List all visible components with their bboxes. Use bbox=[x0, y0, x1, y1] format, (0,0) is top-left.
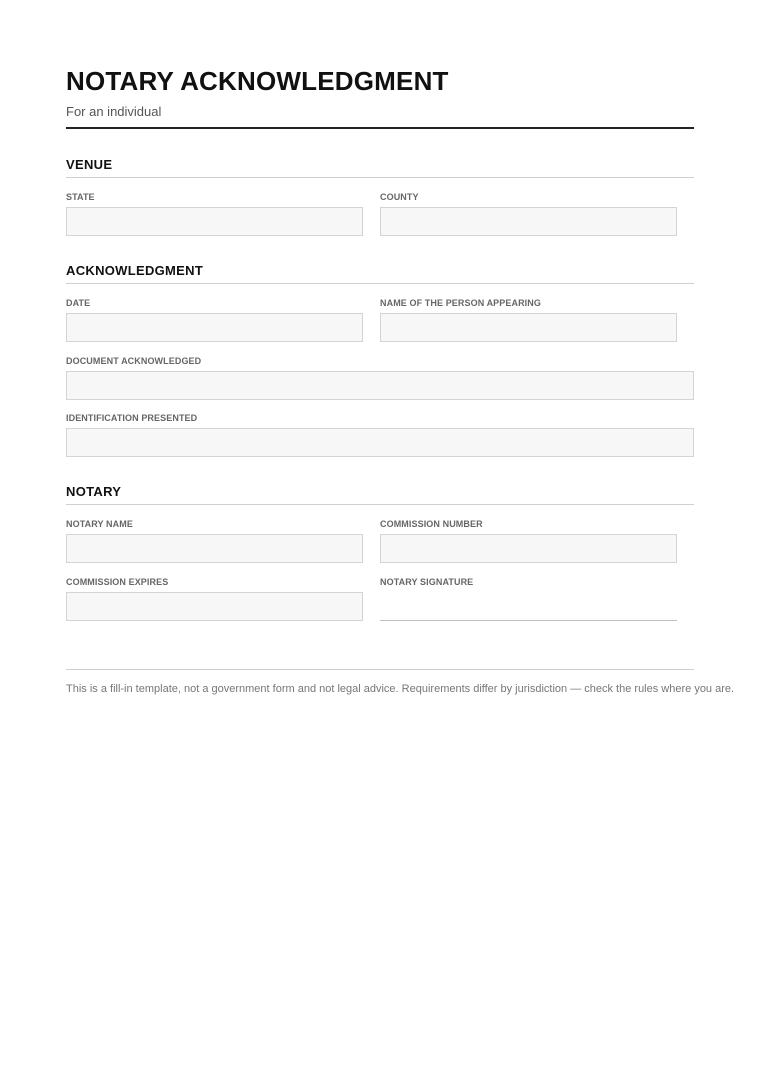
notary-name-label: NOTARY NAME bbox=[66, 519, 133, 529]
notary-signature-field bbox=[380, 577, 677, 621]
commission-number-input[interactable] bbox=[380, 534, 677, 563]
title-divider bbox=[66, 127, 694, 129]
person-appearing-field bbox=[380, 298, 677, 342]
disclaimer-note: This is a fill-in template, not a government form and not legal advice. Requirements differ by jurisdiction — check the rules where you are. bbox=[66, 683, 735, 695]
notary-section bbox=[66, 484, 694, 505]
venue-divider bbox=[66, 177, 694, 178]
venue-section bbox=[66, 157, 694, 178]
commission-expires-label: COMMISSION EXPIRES bbox=[66, 577, 169, 587]
county-input[interactable] bbox=[380, 207, 677, 236]
commission-expires-input[interactable] bbox=[66, 592, 363, 621]
person-appearing-label: NAME OF THE PERSON APPEARING bbox=[380, 298, 541, 308]
state-label: STATE bbox=[66, 192, 95, 202]
notary-heading: NOTARY bbox=[66, 484, 122, 499]
footer-divider bbox=[66, 669, 694, 670]
document-subtitle: For an individual bbox=[66, 104, 162, 119]
document-acknowledged-field bbox=[66, 356, 694, 400]
acknowledgment-divider bbox=[66, 283, 694, 284]
date-label: DATE bbox=[66, 298, 91, 308]
person-appearing-input[interactable] bbox=[380, 313, 677, 342]
notary-name-field bbox=[66, 519, 363, 563]
county-field bbox=[380, 192, 677, 236]
notary-signature-line[interactable] bbox=[380, 620, 677, 621]
state-input[interactable] bbox=[66, 207, 363, 236]
commission-expires-field bbox=[66, 577, 363, 621]
identification-input[interactable] bbox=[66, 428, 694, 457]
document-title: NOTARY ACKNOWLEDGMENT bbox=[66, 66, 449, 96]
county-label: COUNTY bbox=[380, 192, 419, 202]
date-input[interactable] bbox=[66, 313, 363, 342]
notary-signature-label: NOTARY SIGNATURE bbox=[380, 577, 474, 587]
document-acknowledged-label: DOCUMENT ACKNOWLEDGED bbox=[66, 356, 202, 366]
state-field bbox=[66, 192, 363, 236]
commission-number-field bbox=[380, 519, 677, 563]
acknowledgment-heading: ACKNOWLEDGMENT bbox=[66, 263, 204, 278]
notary-divider bbox=[66, 504, 694, 505]
date-field bbox=[66, 298, 363, 342]
commission-number-label: COMMISSION NUMBER bbox=[380, 519, 483, 529]
notary-name-input[interactable] bbox=[66, 534, 363, 563]
venue-heading: VENUE bbox=[66, 157, 113, 172]
document-page bbox=[66, 66, 694, 587]
identification-label: IDENTIFICATION PRESENTED bbox=[66, 413, 198, 423]
acknowledgment-section bbox=[66, 263, 694, 284]
document-acknowledged-input[interactable] bbox=[66, 371, 694, 400]
identification-field bbox=[66, 413, 694, 457]
